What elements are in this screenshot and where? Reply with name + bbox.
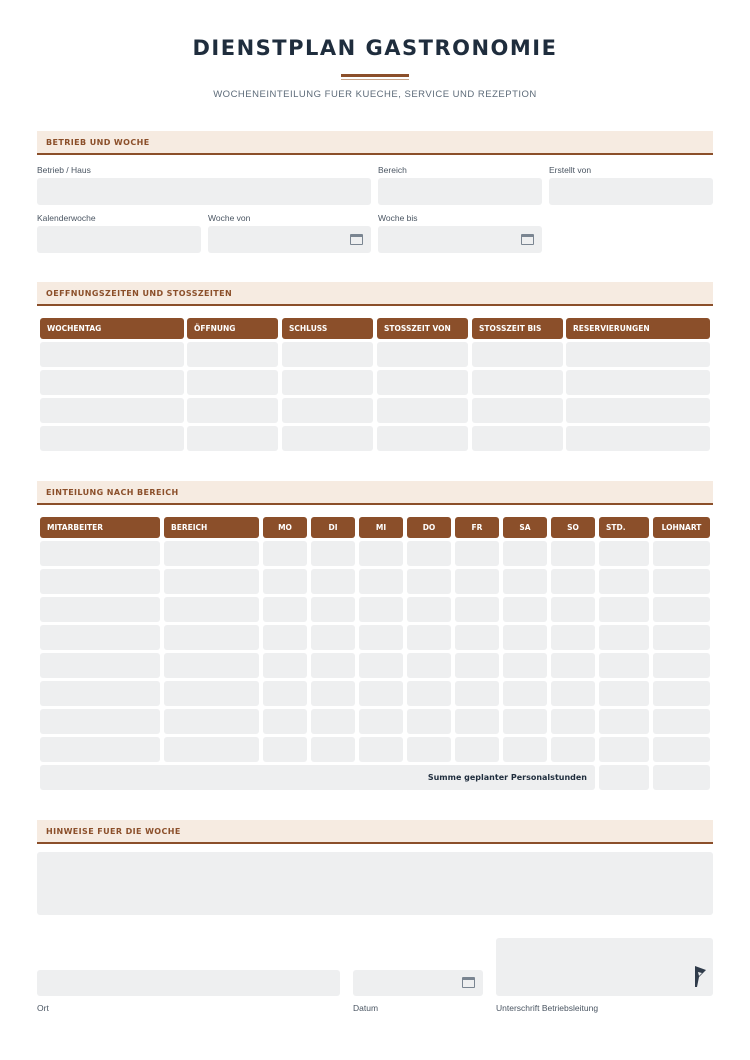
table-cell[interactable]: [164, 653, 259, 678]
column-header: MO: [263, 517, 307, 538]
table-cell[interactable]: [359, 597, 403, 622]
table-cell[interactable]: [377, 342, 468, 367]
kalenderwoche-field[interactable]: [37, 226, 201, 253]
table-cell[interactable]: [377, 426, 468, 451]
table-cell[interactable]: [566, 398, 710, 423]
table-cell[interactable]: [455, 597, 499, 622]
calendar-icon[interactable]: [462, 977, 475, 988]
table-cell[interactable]: [164, 681, 259, 706]
table-cell[interactable]: [503, 737, 547, 762]
table-cell[interactable]: [503, 681, 547, 706]
table-cell[interactable]: [551, 737, 595, 762]
title-divider: [341, 74, 409, 77]
section-title: EINTEILUNG NACH BEREICH: [46, 488, 179, 497]
table-cell[interactable]: [503, 653, 547, 678]
table-cell[interactable]: [551, 569, 595, 594]
title-divider-thin: [341, 79, 409, 80]
table-cell[interactable]: [566, 370, 710, 395]
notes-field[interactable]: [37, 852, 713, 915]
table-cell[interactable]: [40, 398, 184, 423]
table-cell[interactable]: [40, 342, 184, 367]
table-cell[interactable]: [551, 597, 595, 622]
table-cell[interactable]: [263, 737, 307, 762]
table-cell[interactable]: [40, 737, 160, 762]
table-cell[interactable]: [407, 625, 451, 650]
column-header: WOCHENTAG: [40, 318, 184, 339]
table-cell[interactable]: [377, 398, 468, 423]
table-cell[interactable]: [263, 709, 307, 734]
betrieb-label: Betrieb / Haus: [37, 165, 91, 175]
table-cell[interactable]: [282, 426, 373, 451]
table-cell[interactable]: [311, 709, 355, 734]
table-cell[interactable]: [472, 342, 563, 367]
table-cell[interactable]: [503, 709, 547, 734]
table-cell[interactable]: [263, 597, 307, 622]
signature-label: Unterschrift Betriebsleitung: [496, 1003, 599, 1013]
table-cell[interactable]: [653, 569, 710, 594]
table-cell[interactable]: [472, 370, 563, 395]
table-cell[interactable]: [503, 541, 547, 566]
table-cell[interactable]: [407, 653, 451, 678]
table-cell[interactable]: [653, 653, 710, 678]
table-cell[interactable]: [599, 709, 649, 734]
section-title: HINWEISE FUER DIE WOCHE: [46, 827, 181, 836]
table-cell[interactable]: [311, 653, 355, 678]
erstellt-label: Erstellt von: [549, 165, 592, 175]
table-cell[interactable]: [599, 625, 649, 650]
table-cell[interactable]: [455, 625, 499, 650]
sum-lohnart-field[interactable]: [653, 765, 710, 790]
column-header: MITARBEITER: [40, 517, 160, 538]
table-cell[interactable]: [359, 737, 403, 762]
table-cell[interactable]: [653, 681, 710, 706]
page-subtitle: WOCHENEINTEILUNG FUER KUECHE, SERVICE UND REZEPTION: [213, 89, 537, 100]
column-header: LOHNART: [653, 517, 710, 538]
column-header: MI: [359, 517, 403, 538]
table-cell[interactable]: [164, 569, 259, 594]
table-cell[interactable]: [551, 541, 595, 566]
woche-von-label: Woche von: [208, 213, 251, 223]
column-header: ÖFFNUNG: [187, 318, 278, 339]
table-cell[interactable]: [40, 597, 160, 622]
table-cell[interactable]: [282, 370, 373, 395]
section-header-betrieb: [37, 131, 713, 155]
table-cell[interactable]: [407, 737, 451, 762]
table-cell[interactable]: [407, 681, 451, 706]
table-cell[interactable]: [40, 426, 184, 451]
datum-label: Datum: [353, 1003, 379, 1013]
table-cell[interactable]: [653, 709, 710, 734]
table-cell[interactable]: [282, 342, 373, 367]
kalenderwoche-label: Kalenderwoche: [37, 213, 96, 223]
table-cell[interactable]: [566, 342, 710, 367]
betrieb-field[interactable]: [37, 178, 371, 205]
table-cell[interactable]: [407, 597, 451, 622]
ort-field[interactable]: [37, 970, 340, 996]
table-cell[interactable]: [40, 653, 160, 678]
page-title: DIENSTPLAN GASTRONOMIE: [192, 36, 558, 60]
table-cell[interactable]: [653, 737, 710, 762]
table-cell[interactable]: [599, 597, 649, 622]
table-cell[interactable]: [311, 569, 355, 594]
column-header: STD.: [599, 517, 649, 538]
column-header: DO: [407, 517, 451, 538]
section-title: OEFFNUNGSZEITEN UND STOSSZEITEN: [46, 289, 233, 298]
table-cell[interactable]: [263, 653, 307, 678]
table-cell[interactable]: [40, 709, 160, 734]
table-cell[interactable]: [164, 737, 259, 762]
column-header: SCHLUSS: [282, 318, 373, 339]
table-cell[interactable]: [551, 709, 595, 734]
bereich-field[interactable]: [378, 178, 542, 205]
table-cell[interactable]: [40, 569, 160, 594]
table-cell[interactable]: [164, 597, 259, 622]
sum-label: Summe geplanter Personalstunden: [427, 773, 587, 782]
table-cell[interactable]: [359, 541, 403, 566]
table-cell[interactable]: [263, 569, 307, 594]
table-cell[interactable]: [566, 426, 710, 451]
sum-row: [40, 765, 595, 790]
woche-von-field[interactable]: [208, 226, 371, 253]
table-cell[interactable]: [551, 625, 595, 650]
column-header: RESERVIERUNGEN: [566, 318, 710, 339]
table-cell[interactable]: [653, 541, 710, 566]
table-cell[interactable]: [455, 737, 499, 762]
table-cell[interactable]: [503, 597, 547, 622]
column-header: FR: [455, 517, 499, 538]
table-cell[interactable]: [40, 681, 160, 706]
table-cell[interactable]: [653, 597, 710, 622]
sum-hours-field[interactable]: [599, 765, 649, 790]
table-cell[interactable]: [263, 625, 307, 650]
calendar-icon[interactable]: [521, 234, 534, 245]
table-cell[interactable]: [263, 541, 307, 566]
table-cell[interactable]: [599, 653, 649, 678]
table-cell[interactable]: [311, 681, 355, 706]
ort-label: Ort: [37, 1003, 49, 1013]
table-cell[interactable]: [40, 370, 184, 395]
column-header: STOSSZEIT BIS: [472, 318, 563, 339]
section-header-hinweise: [37, 820, 713, 844]
table-cell[interactable]: [282, 398, 373, 423]
datum-field[interactable]: [353, 970, 483, 996]
column-header: STOSSZEIT VON: [377, 318, 468, 339]
table-cell[interactable]: [455, 653, 499, 678]
table-cell[interactable]: [359, 709, 403, 734]
table-cell[interactable]: [551, 653, 595, 678]
table-cell[interactable]: [359, 653, 403, 678]
table-cell[interactable]: [599, 541, 649, 566]
table-cell[interactable]: [407, 541, 451, 566]
table-cell[interactable]: [653, 625, 710, 650]
table-cell[interactable]: [455, 541, 499, 566]
pen-nib-icon: [693, 965, 707, 988]
column-header: SA: [503, 517, 547, 538]
column-header: BEREICH: [164, 517, 259, 538]
table-cell[interactable]: [599, 681, 649, 706]
section-title: BETRIEB UND WOCHE: [46, 138, 150, 147]
table-cell[interactable]: [407, 569, 451, 594]
section-header-einteilung: [37, 481, 713, 505]
table-cell[interactable]: [164, 541, 259, 566]
table-cell[interactable]: [311, 597, 355, 622]
woche-bis-field[interactable]: [378, 226, 542, 253]
table-cell[interactable]: [503, 569, 547, 594]
table-cell[interactable]: [263, 681, 307, 706]
woche-bis-label: Woche bis: [378, 213, 418, 223]
table-cell[interactable]: [40, 625, 160, 650]
table-cell[interactable]: [311, 625, 355, 650]
table-cell[interactable]: [187, 426, 278, 451]
table-cell[interactable]: [187, 342, 278, 367]
table-cell[interactable]: [472, 426, 563, 451]
bereich-label: Bereich: [378, 165, 407, 175]
table-cell[interactable]: [164, 625, 259, 650]
calendar-icon[interactable]: [350, 234, 363, 245]
table-cell[interactable]: [164, 709, 259, 734]
table-cell[interactable]: [359, 681, 403, 706]
table-cell[interactable]: [359, 625, 403, 650]
table-cell[interactable]: [455, 709, 499, 734]
table-cell[interactable]: [455, 681, 499, 706]
table-cell[interactable]: [551, 681, 595, 706]
table-cell[interactable]: [311, 737, 355, 762]
table-cell[interactable]: [187, 398, 278, 423]
column-header: DI: [311, 517, 355, 538]
signature-field[interactable]: [496, 938, 713, 996]
table-cell[interactable]: [599, 737, 649, 762]
table-cell[interactable]: [187, 370, 278, 395]
table-cell[interactable]: [455, 569, 499, 594]
table-cell[interactable]: [311, 541, 355, 566]
table-cell[interactable]: [599, 569, 649, 594]
table-cell[interactable]: [377, 370, 468, 395]
table-cell[interactable]: [40, 541, 160, 566]
section-header-oeffnungszeiten: [37, 282, 713, 306]
table-cell[interactable]: [472, 398, 563, 423]
column-header: SO: [551, 517, 595, 538]
table-cell[interactable]: [503, 625, 547, 650]
table-cell[interactable]: [407, 709, 451, 734]
table-cell[interactable]: [359, 569, 403, 594]
erstellt-field[interactable]: [549, 178, 713, 205]
